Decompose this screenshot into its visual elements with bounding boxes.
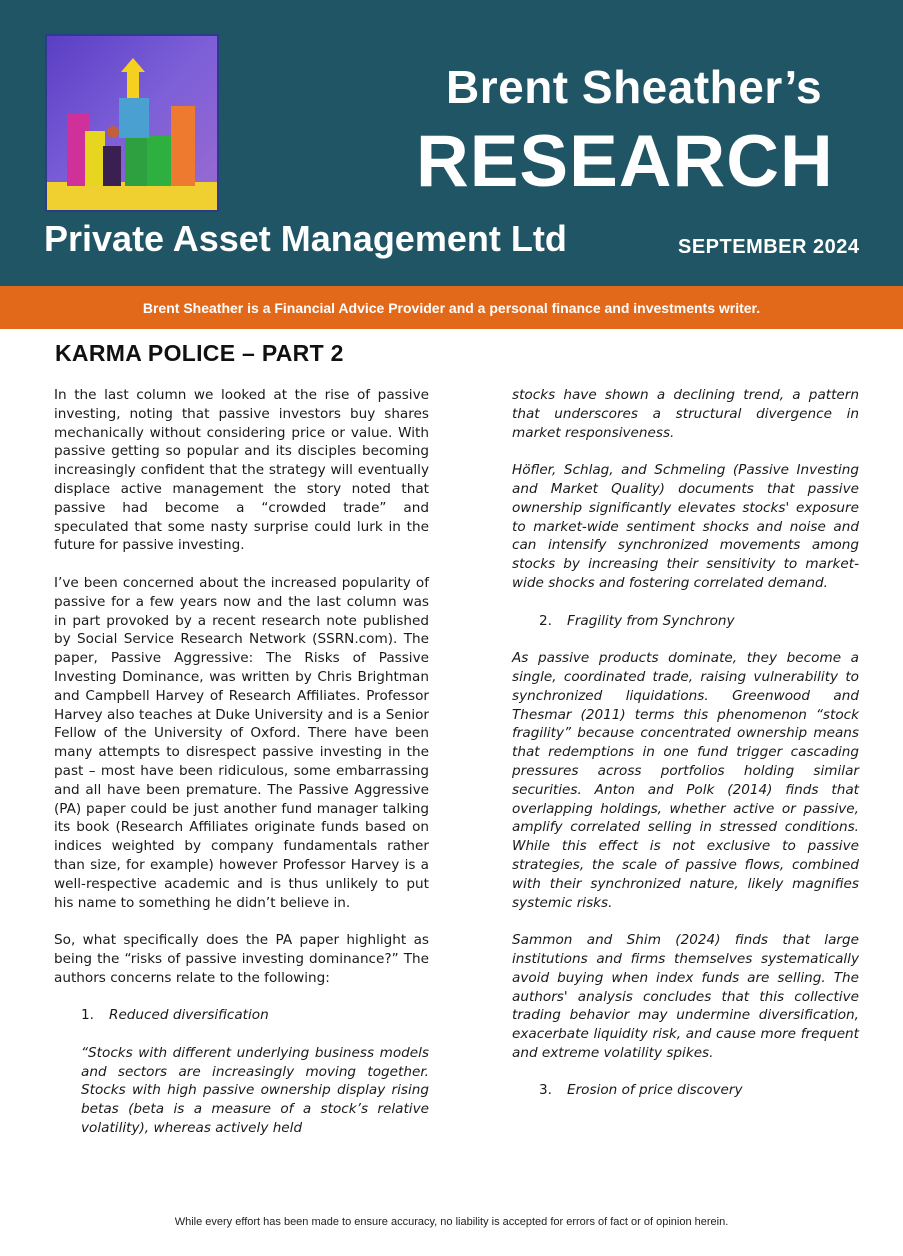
paragraph: As passive products dominate, they become a single, coordinated trade, raising vulnerability to synchronized liquidations. Greenwood and Thesmar (2011) terms this phenomenon “stock fragility” because concentrated ownership means that redemptions in one fund trigger cascading pressures across portfolios holding similar securities. Anton and Polk (2014) finds that overlapping holdings, whether active or passive, amplify correlated selling in stressed conditions. While this effect is not exclusive to passive strategies, the scale of passive flows, combined with their synchronized nature, likely magnifies systemic risks. (512, 650, 859, 911)
paragraph: So, what specifically does the PA paper highlight as being the “risks of passive investing dominance?” The authors concerns relate to the following: (54, 932, 429, 986)
tagline-text: Brent Sheather is a Financial Advice Provider and a personal finance and investments writer. (142, 299, 761, 316)
logo-image (45, 34, 219, 212)
footer-disclaimer: While every effort has been made to ensure accuracy, no liability is accepted for errors of fact or of opinion herein. (174, 1216, 729, 1228)
article-title: KARMA POLICE – PART 2 (55, 340, 344, 366)
right-column (512, 386, 859, 1119)
list-item-number: 1. (81, 1007, 94, 1024)
list-item (54, 1006, 429, 1025)
paragraph: Sammon and Shim (2024) finds that large institutions and firms themselves systematically avoid buying when index funds are selling. The authors' analysis concludes that this collective trading behavior may undermine diversification, exacerbate liquidity risk, and cause more frequent and extreme volatility spikes. (512, 932, 859, 1061)
quote-block: “Stocks with different underlying business models and sectors are increasingly moving together. Stocks with high passive ownership display rising betas (beta is a measure of a stock’s relative volatility), whereas actively held (81, 1044, 429, 1137)
list-item (512, 612, 859, 631)
tagline-banner (0, 286, 903, 329)
masthead (0, 0, 903, 286)
brand-title: RESEARCH (416, 121, 834, 202)
list-item-number: 3. (539, 1082, 552, 1099)
company-name: Private Asset Management Ltd (44, 218, 567, 259)
list-item-text: Erosion of price discovery (567, 1082, 743, 1099)
list-item-text: Reduced diversification (109, 1007, 269, 1024)
left-column (54, 386, 429, 1138)
paragraph: Höfler, Schlag, and Schmeling (Passive Investing and Market Quality) documents that passive ownership significantly elevates stocks' exposure to market-wide sentiment shocks and noise and can intensify synchronized movements among stocks by increasing their sensitivity to market-wide shocks and fostering correlated demand. (512, 462, 859, 591)
quote-continuation: stocks have shown a declining trend, a pattern that underscores a structural divergence in market responsiveness. (512, 387, 859, 441)
list-item-text: Fragility from Synchrony (567, 612, 735, 629)
list-item-number: 2. (539, 612, 552, 629)
list-item (512, 1081, 859, 1100)
issue-date: SEPTEMBER 2024 (678, 236, 860, 258)
paragraph: In the last column we looked at the rise of passive investing, noting that passive investors buy shares mechanically without considering price or value. With passive getting so popular and its disciples becoming increasingly confident that the strategy will eventually displace active management the story noted that passive had become a “crowded trade” and speculated that some nasty surprise could lurk in the future for passive investing. (54, 387, 429, 554)
brand-name: Brent Sheather’s (446, 61, 823, 113)
paragraph: I’ve been concerned about the increased popularity of passive for a few years now and the last column was in part provoked by a recent research note published by Social Service Research Network (SSRN.com). The paper, Passive Aggressive: The Risks of Passive Investing Dominance, was written by Chris Brightman and Campbell Harvey of Research Affiliates. Professor Harvey also teaches at Duke University and is a Senior Fellow of the University of Oxford. There have been many attempts to disrespect passive investing in the past – most have been ridiculous, some embarrassing and all have been premature. The Passive Aggressive (PA) paper could be just another fund manager talking its book (Research Affiliates originate funds based on indices weighted by company fundamentals rather than size, for example) however Professor Harvey is a well-respective academic and is thus unlikely to put his name to something he didn’t believe in. (54, 574, 429, 911)
